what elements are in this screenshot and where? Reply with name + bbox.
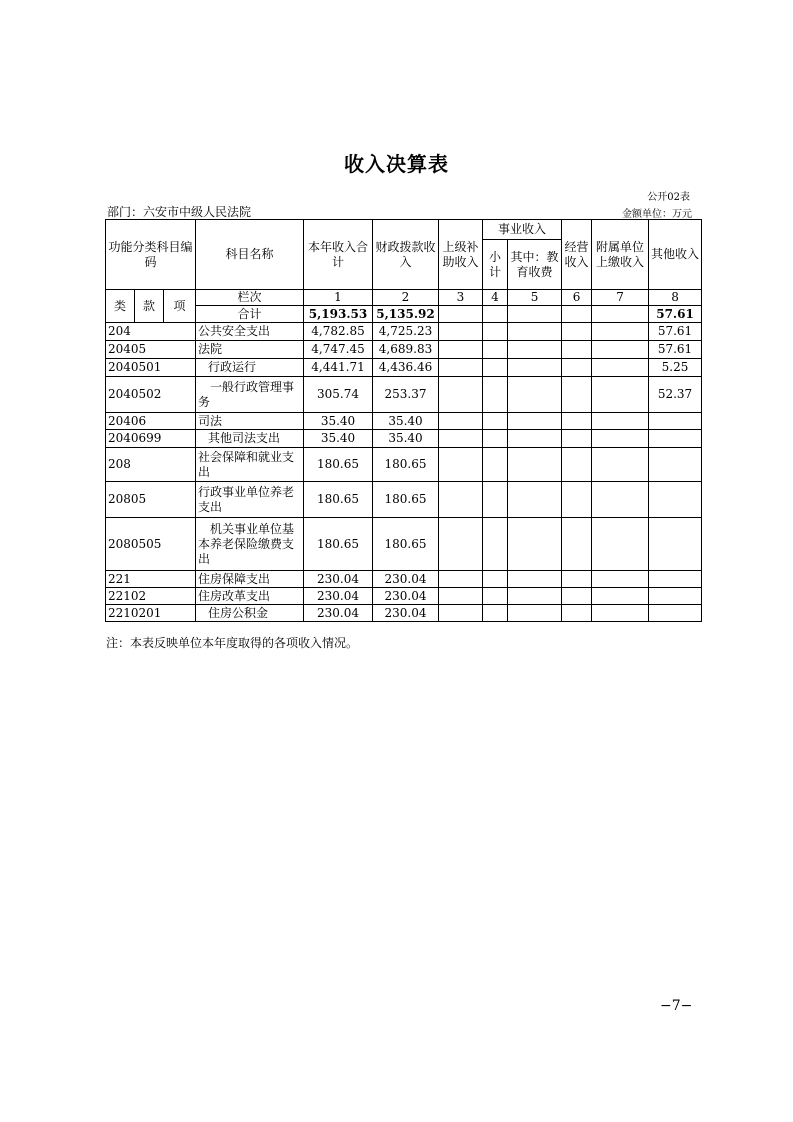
total-label: 合计 xyxy=(196,306,304,323)
code-cell: 2210201 xyxy=(106,605,196,622)
code-cell: 2080505 xyxy=(106,518,196,571)
amount-cell xyxy=(649,518,702,571)
amount-cell: 4,441.71 xyxy=(304,359,373,377)
lanci-label: 栏次 xyxy=(196,290,304,306)
total-cell: 5,135.92 xyxy=(373,306,439,323)
fiscal-header: 财政拨款收入 xyxy=(373,220,439,290)
amount-cell: 230.04 xyxy=(304,571,373,588)
amount-cell: 180.65 xyxy=(373,518,439,571)
amount-cell xyxy=(649,571,702,588)
subtotal-header: 小计 xyxy=(483,240,508,290)
table-row xyxy=(106,518,702,571)
name-cell: 行政运行 xyxy=(196,359,304,377)
amount-cell: 35.40 xyxy=(304,413,373,430)
amount-cell: 253.37 xyxy=(373,377,439,413)
table-note: 注：本表反映单位本年度取得的各项收入情况。 xyxy=(106,636,359,650)
table-row xyxy=(106,430,702,448)
header-row-1 xyxy=(106,220,702,240)
name-cell: 住房保障支出 xyxy=(196,571,304,588)
name-cell: 行政事业单位养老支出 xyxy=(196,482,304,518)
amount-cell xyxy=(649,430,702,448)
xiang-header: 项 xyxy=(164,290,196,323)
table-row xyxy=(106,448,702,482)
amount-cell: 35.40 xyxy=(373,413,439,430)
amount-unit-label: 金额单位：万元 xyxy=(622,209,692,220)
amount-cell: 4,725.23 xyxy=(373,323,439,341)
code-cell: 2040501 xyxy=(106,359,196,377)
code-cell: 221 xyxy=(106,571,196,588)
table-row xyxy=(106,588,702,605)
amount-cell: 180.65 xyxy=(304,518,373,571)
amount-cell: 180.65 xyxy=(304,482,373,518)
func-code-header: 功能分类科目编码 xyxy=(106,220,196,290)
amount-cell: 230.04 xyxy=(373,588,439,605)
name-cell: 住房公积金 xyxy=(196,605,304,622)
form-number: 公开02表 xyxy=(647,192,690,203)
amount-cell: 230.04 xyxy=(373,605,439,622)
amount-cell xyxy=(649,413,702,430)
code-cell: 20805 xyxy=(106,482,196,518)
amount-cell xyxy=(649,588,702,605)
code-cell: 20405 xyxy=(106,341,196,359)
col-num: 6 xyxy=(562,290,592,306)
amount-cell: 35.40 xyxy=(304,430,373,448)
col-num: 4 xyxy=(483,290,508,306)
amount-cell: 180.65 xyxy=(373,482,439,518)
col-num: 5 xyxy=(508,290,562,306)
affiliated-header: 附属单位上缴收入 xyxy=(592,220,649,290)
col-num: 1 xyxy=(304,290,373,306)
amount-cell: 4,689.83 xyxy=(373,341,439,359)
code-cell: 20406 xyxy=(106,413,196,430)
name-cell: 公共安全支出 xyxy=(196,323,304,341)
total-row xyxy=(106,306,702,323)
code-cell: 2040699 xyxy=(106,430,196,448)
business-header: 事业收入 xyxy=(483,220,562,240)
amount-cell: 180.65 xyxy=(373,448,439,482)
header-row-4 xyxy=(106,290,702,306)
total-cell: 5,193.53 xyxy=(304,306,373,323)
col-num: 8 xyxy=(649,290,702,306)
superior-header: 上级补助收入 xyxy=(439,220,483,290)
amount-cell: 57.61 xyxy=(649,341,702,359)
lei-header: 类 xyxy=(106,290,135,323)
other-header: 其他收入 xyxy=(649,220,702,290)
name-cell: 机关事业单位基本养老保险缴费支出 xyxy=(196,518,304,571)
amount-cell: 4,782.85 xyxy=(304,323,373,341)
table-row xyxy=(106,377,702,413)
income-table xyxy=(105,219,702,622)
name-cell: 司法 xyxy=(196,413,304,430)
amount-cell: 305.74 xyxy=(304,377,373,413)
page-number: −7− xyxy=(660,998,693,1014)
department-label: 部门：六安市中级人民法院 xyxy=(107,205,252,219)
table-row xyxy=(106,571,702,588)
table-row xyxy=(106,341,702,359)
name-cell: 其他司法支出 xyxy=(196,430,304,448)
code-cell: 22102 xyxy=(106,588,196,605)
amount-cell: 4,436.46 xyxy=(373,359,439,377)
amount-cell: 230.04 xyxy=(304,588,373,605)
total-cell: 57.61 xyxy=(649,306,702,323)
table-row xyxy=(106,323,702,341)
amount-cell xyxy=(649,448,702,482)
table-row xyxy=(106,413,702,430)
table-row xyxy=(106,482,702,518)
amount-cell: 52.37 xyxy=(649,377,702,413)
name-cell: 法院 xyxy=(196,341,304,359)
amount-cell xyxy=(649,482,702,518)
code-cell: 208 xyxy=(106,448,196,482)
amount-cell xyxy=(649,605,702,622)
table-row xyxy=(106,359,702,377)
amount-cell: 180.65 xyxy=(304,448,373,482)
amount-cell: 5.25 xyxy=(649,359,702,377)
name-cell: 社会保障和就业支出 xyxy=(196,448,304,482)
amount-cell: 230.04 xyxy=(304,605,373,622)
total-header: 本年收入合计 xyxy=(304,220,373,290)
col-num: 7 xyxy=(592,290,649,306)
name-cell: 住房改革支出 xyxy=(196,588,304,605)
amount-cell: 35.40 xyxy=(373,430,439,448)
name-cell: 一般行政管理事务 xyxy=(196,377,304,413)
subject-name-header: 科目名称 xyxy=(196,220,304,290)
col-num: 2 xyxy=(373,290,439,306)
kuan-header: 款 xyxy=(135,290,164,323)
operating-header: 经营收入 xyxy=(562,220,592,290)
amount-cell: 57.61 xyxy=(649,323,702,341)
code-cell: 204 xyxy=(106,323,196,341)
edu-fee-header: 其中：教育收费 xyxy=(508,240,562,290)
table-row xyxy=(106,605,702,622)
amount-cell: 4,747.45 xyxy=(304,341,373,359)
col-num: 3 xyxy=(439,290,483,306)
page-title: 收入决算表 xyxy=(344,152,449,176)
code-cell: 2040502 xyxy=(106,377,196,413)
amount-cell: 230.04 xyxy=(373,571,439,588)
